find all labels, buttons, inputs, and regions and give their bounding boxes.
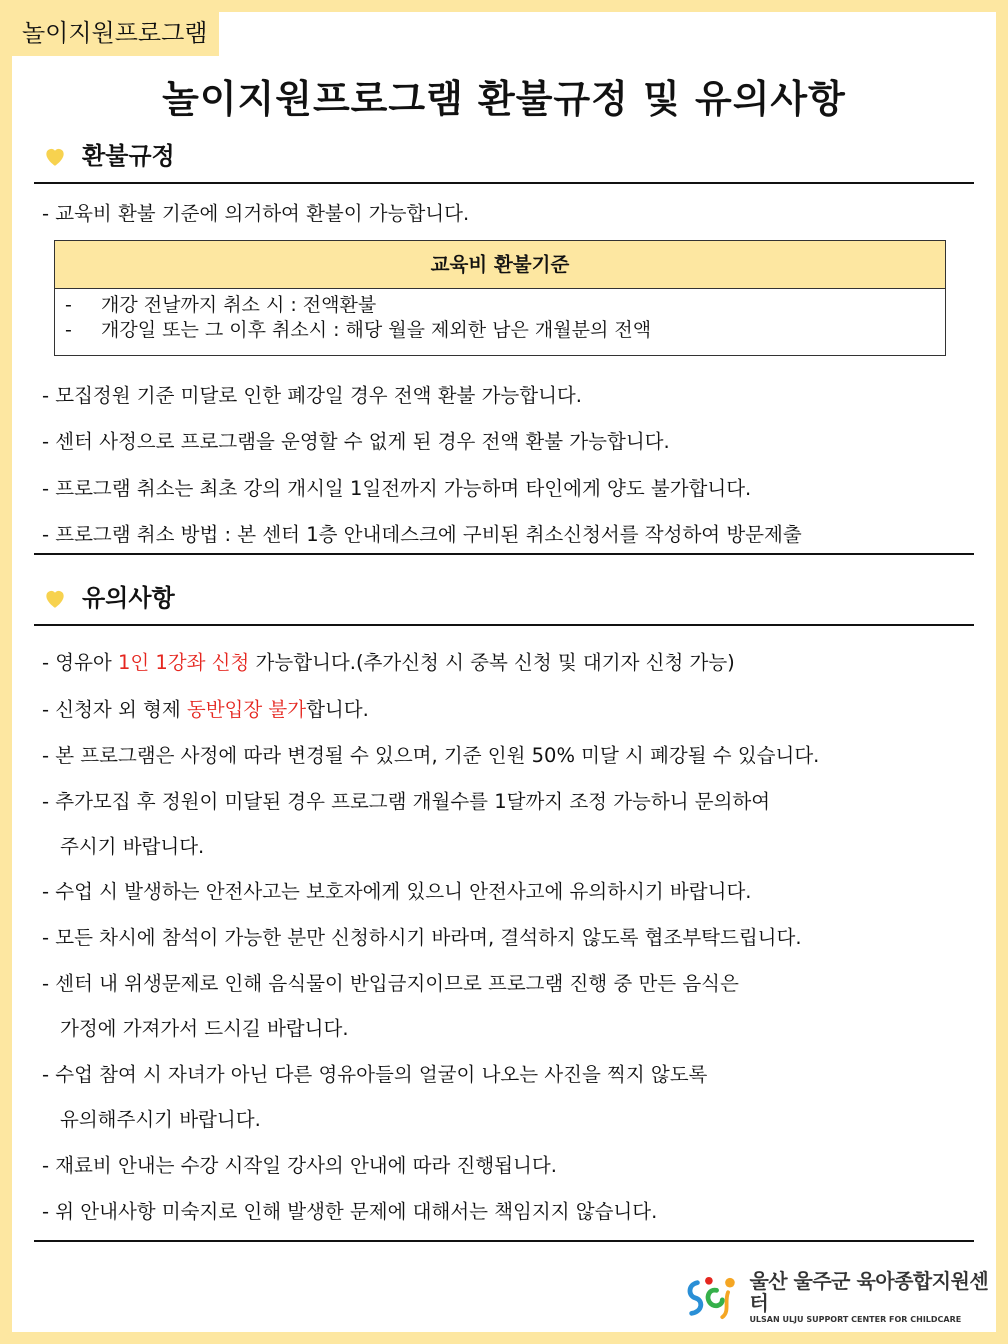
center-name-en: ULSAN ULJU SUPPORT CENTER FOR CHILDCARE (749, 1315, 962, 1324)
divider (34, 182, 974, 184)
list-item: - 신청자 외 형제 동반입장 불가합니다. (42, 698, 369, 721)
table-header: 교육비 환불기준 (55, 241, 945, 289)
category-tag: 놀이지원프로그램 (12, 12, 219, 56)
refund-heading (42, 138, 175, 174)
heart-icon (42, 143, 68, 169)
notes-heading-label: 유의사항 (82, 584, 175, 612)
list-item: - 모든 차시에 참석이 가능한 분만 신청하시기 바라며, 결석하지 않도록 협조부탁드립니다. (42, 926, 802, 949)
divider (34, 624, 974, 626)
page-title: 놀이지원프로그램 환불규정 및 유의사항 (162, 77, 846, 121)
center-name: 울산 울주군 육아종합지원센터 (749, 1269, 989, 1315)
list-item: - 모집정원 기준 미달로 인한 폐강일 경우 전액 환불 가능합니다. (42, 384, 582, 407)
list-item: - 센터 사정으로 프로그램을 운영할 수 없게 된 경우 전액 환불 가능합니다. (42, 430, 670, 453)
list-item: - 센터 내 위생문제로 인해 음식물이 반입금지이므로 프로그램 진행 중 만든 음식은 (42, 972, 739, 995)
list-item-continuation: 유의해주시기 바랍니다. (60, 1108, 261, 1131)
table-row: - 개강일 또는 그 이후 취소시 : 해당 월을 제외한 남은 개월분의 전액 (65, 319, 652, 341)
list-item: - 수업 시 발생하는 안전사고는 보호자에게 있으니 안전사고에 유의하시기 바랍니다. (42, 880, 752, 903)
list-item: - 영유아 1인 1강좌 신청 가능합니다.(추가신청 시 중복 신청 및 대기자 신청 가능) (42, 651, 735, 674)
heart-icon (42, 585, 68, 611)
list-item: - 본 프로그램은 사정에 따라 변경될 수 있으며, 기준 인원 50% 미달 시 폐강될 수 있습니다. (42, 744, 820, 767)
notice-page (12, 12, 996, 1332)
center-logo-icon (684, 1272, 741, 1324)
refund-heading-label: 환불규정 (82, 142, 175, 170)
refund-criteria-table (54, 240, 946, 356)
notes-heading (42, 580, 175, 616)
highlight-text: 동반입장 불가 (186, 698, 307, 721)
refund-intro: - 교육비 환불 기준에 의거하여 환불이 가능합니다. (42, 202, 470, 225)
divider (34, 553, 974, 555)
list-item: - 추가모집 후 정원이 미달된 경우 프로그램 개월수를 1달까지 조정 가능하니 문의하여 (42, 790, 771, 813)
list-item: - 위 안내사항 미숙지로 인해 발생한 문제에 대해서는 책임지지 않습니다. (42, 1200, 658, 1223)
list-item: - 수업 참여 시 자녀가 아닌 다른 영유아들의 얼굴이 나오는 사진을 찍지 않도록 (42, 1063, 708, 1086)
list-item: - 재료비 안내는 수강 시작일 강사의 안내에 따라 진행됩니다. (42, 1154, 557, 1177)
center-logo (684, 1270, 996, 1326)
list-item: - 프로그램 취소는 최초 강의 개시일 1일전까지 가능하며 타인에게 양도 불가합니다. (42, 477, 752, 500)
divider (34, 1240, 974, 1242)
list-item-continuation: 주시기 바랍니다. (60, 835, 205, 858)
list-item-continuation: 가정에 가져가서 드시길 바랍니다. (60, 1017, 349, 1040)
list-item: - 프로그램 취소 방법 : 본 센터 1층 안내데스크에 구비된 취소신청서를 작성하여 방문제출 (42, 523, 802, 546)
highlight-text: 1인 1강좌 신청 (117, 651, 250, 674)
table-row: - 개강 전날까지 취소 시 : 전액환불 (65, 294, 377, 316)
